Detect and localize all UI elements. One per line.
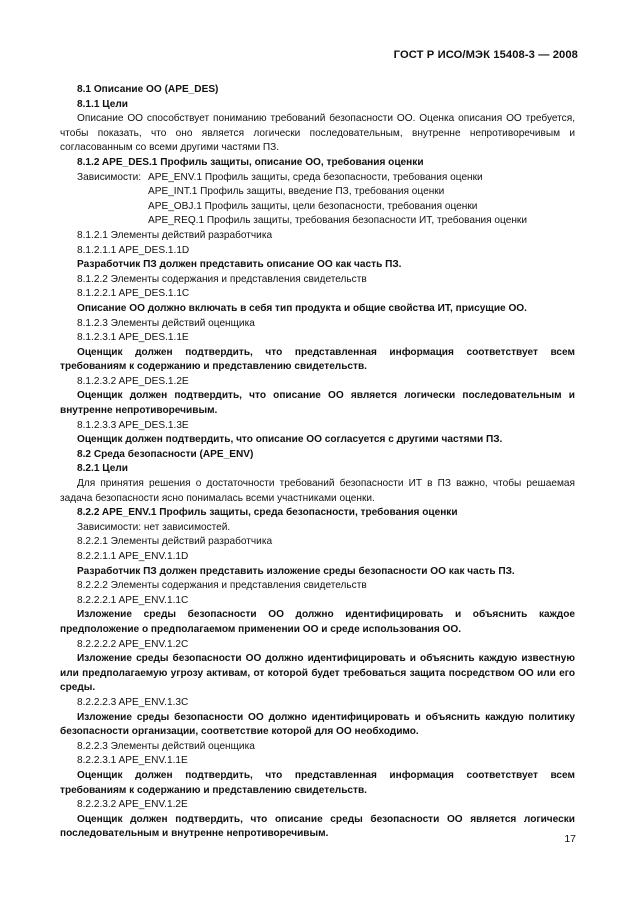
paragraph: Зависимости: нет зависимостей. bbox=[77, 521, 231, 533]
requirement-text: Оценщик должен подтвердить, что описание среды безопасности ОО является логически последовательным и внутренне непротиворечивым. bbox=[60, 813, 575, 840]
dependency-item: APE_ENV.1 Профиль защиты, среда безопасности, требования оценки bbox=[148, 171, 483, 183]
requirement-text: Описание ОО должно включать в себя тип продукта и общие свойства ИТ, присущие ОО. bbox=[77, 302, 527, 314]
paragraph: 8.1.2.3 Элементы действий оценщика bbox=[77, 317, 255, 329]
paragraph: 8.1.2.3.3 APE_DES.1.3E bbox=[77, 419, 189, 431]
requirement-text: Изложение среды безопасности ОО должно идентифицировать и объяснить каждую политику безопасности организации, соответствие которой для ОО необходимо. bbox=[60, 711, 575, 738]
paragraph: 8.2.2.2.3 APE_ENV.1.3C bbox=[77, 696, 189, 708]
paragraph: 8.2.2.3.2 APE_ENV.1.2E bbox=[77, 799, 188, 811]
dependencies-label: Зависимости: bbox=[77, 171, 142, 183]
dependency-item: APE_REQ.1 Профиль защиты, требования безопасности ИТ, требования оценки bbox=[148, 215, 527, 227]
paragraph: 8.2.2.3.1 APE_ENV.1.1E bbox=[77, 755, 188, 767]
requirement-text: Оценщик должен подтвердить, что представленная информация соответствует всем требованиям к содержанию и представлению свидетельств. bbox=[60, 769, 575, 796]
section-heading: 8.1 Описание ОО (APE_DES) bbox=[77, 84, 219, 95]
paragraph: 8.1.2.1 Элементы действий разработчика bbox=[77, 229, 273, 241]
paragraph: 8.2.2.2 Элементы содержания и представления свидетельств bbox=[77, 580, 367, 592]
paragraph: 8.2.2.3 Элементы действий оценщика bbox=[77, 740, 255, 752]
subsection-heading: 8.1.1 Цели bbox=[77, 98, 128, 110]
paragraph: 8.1.2.3.1 APE_DES.1.1E bbox=[77, 332, 189, 344]
requirement-text: 8.2.1 Цели bbox=[77, 463, 128, 475]
dependency-item: APE_OBJ.1 Профиль защиты, цели безопасности, требования оценки bbox=[148, 200, 478, 212]
paragraph: Описание ОО способствует пониманию требований безопасности ОО. Оценка описания ОО требуется, чтобы показать, что оно является логически последовательным, внутренне непротиворечивым и согласованным со всеми другими частями ПЗ. bbox=[60, 113, 575, 154]
paragraph: Для принятия решения о достаточности требований безопасности ИТ в ПЗ важно, чтобы решаемая задача безопасности ясно понималась всеми участниками оценки. bbox=[60, 478, 575, 504]
paragraph: 8.2.2.1 Элементы действий разработчика bbox=[77, 536, 273, 548]
paragraph: 8.2.2.1.1 APE_ENV.1.1D bbox=[77, 551, 189, 562]
page-number: 17 bbox=[564, 833, 576, 845]
requirement-text: Оценщик должен подтвердить, что представленная информация соответствует всем требованиям к содержанию и представлению свидетельств. bbox=[60, 346, 575, 373]
document-lines bbox=[60, 229, 575, 842]
requirement-text: Изложение среды безопасности ОО должно идентифицировать и объяснить каждую известную или предполагаемую угрозу активам, от которой будет требоваться защита посредством ОО или его среды. bbox=[60, 653, 575, 694]
subsection-heading: 8.1.2 APE_DES.1 Профиль защиты, описание ОО, требования оценки bbox=[77, 156, 424, 168]
requirement-text: Оценщик должен подтвердить, что описание ОО согласуется с другими частями ПЗ. bbox=[77, 434, 503, 446]
paragraph: 8.1.2.1.1 APE_DES.1.1D bbox=[77, 244, 190, 256]
paragraph: 8.2.2.2.1 APE_ENV.1.1C bbox=[77, 594, 189, 606]
requirement-text: Разработчик ПЗ должен представить изложение среды безопасности ОО как часть ПЗ. bbox=[77, 565, 515, 577]
paragraph: 8.1.2.3.2 APE_DES.1.2E bbox=[77, 375, 189, 387]
requirement-text: Изложение среды безопасности ОО должно идентифицировать и объяснить каждое предположение о предполагаемом применении ОО и среде использования ОО. bbox=[60, 609, 575, 635]
document-body bbox=[60, 83, 575, 842]
paragraph: 8.1.2.2 Элементы содержания и представления свидетельств bbox=[77, 273, 367, 285]
paragraph: 8.1.2.2.1 APE_DES.1.1C bbox=[77, 288, 190, 300]
requirement-text: 8.2.2 APE_ENV.1 Профиль защиты, среда безопасности, требования оценки bbox=[77, 507, 458, 519]
requirement-text: 8.2 Среда безопасности (APE_ENV) bbox=[77, 448, 254, 460]
requirement-text: Оценщик должен подтвердить, что описание ОО является логически последовательным и внутренне непротиворечивым. bbox=[60, 390, 575, 417]
dependency-item: APE_INT.1 Профиль защиты, введение ПЗ, требования оценки bbox=[148, 186, 445, 198]
document-header: ГОСТ Р ИСО/МЭК 15408-3 — 2008 bbox=[393, 49, 578, 61]
requirement-text: Разработчик ПЗ должен представить описание ОО как часть ПЗ. bbox=[77, 259, 402, 271]
paragraph: 8.2.2.2.2 APE_ENV.1.2C bbox=[77, 638, 189, 650]
dependencies-block bbox=[60, 171, 575, 186]
